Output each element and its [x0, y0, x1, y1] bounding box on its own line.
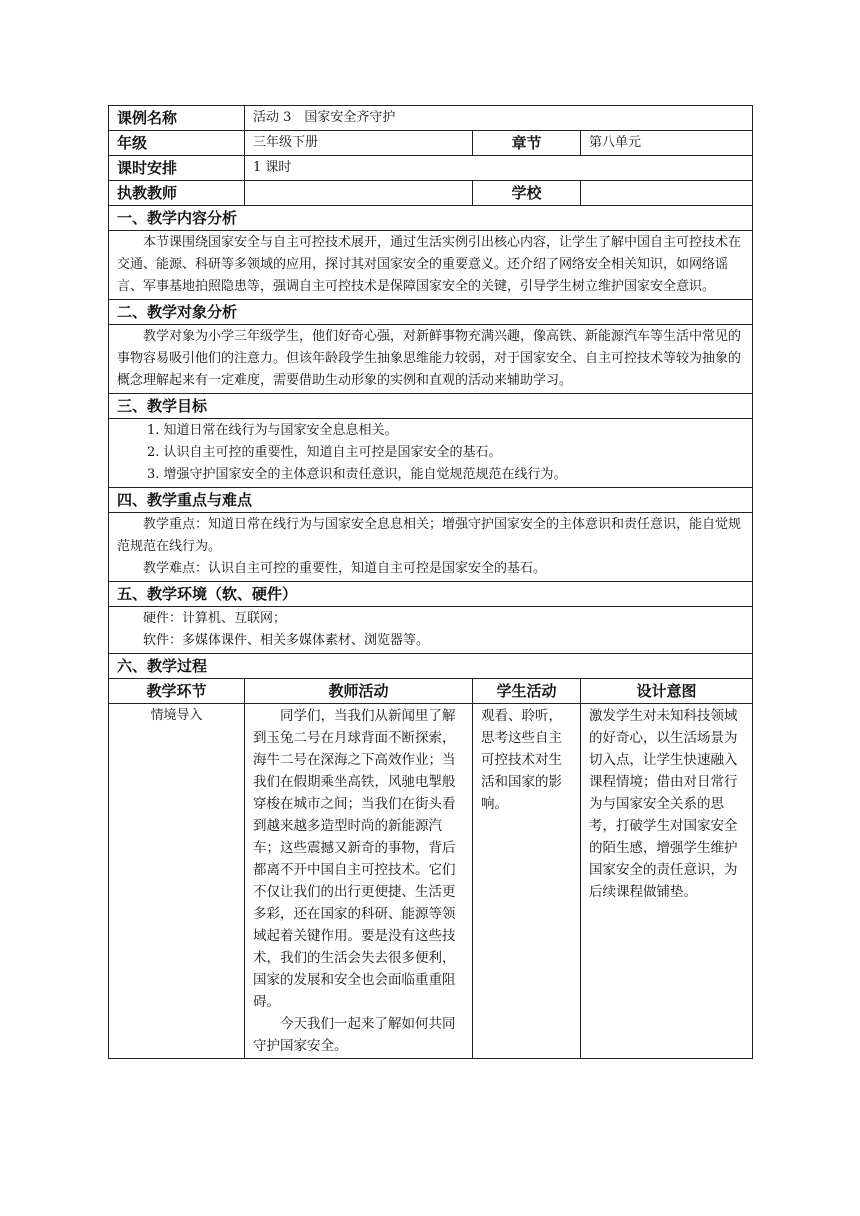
- teacher-activity-paragraph: 今天我们一起来了解如何共同守护国家安全。: [253, 1016, 456, 1054]
- keypoints-body: [109, 513, 753, 582]
- keypoint-difficulty: 教学难点：认识自主可控的重要性，知道自主可控是国家安全的基石。: [143, 561, 547, 576]
- audience-analysis-body: [109, 325, 753, 394]
- school-label: 学校: [473, 181, 581, 206]
- chapter-label: 章节: [473, 131, 581, 156]
- course-name-value: 活动 3 国家安全齐守护: [245, 106, 753, 131]
- content-analysis-text: 本节课围绕国家安全与自主可控技术展开，通过生活实例引出核心内容，让学生了解中国自主可控技术在交通、能源、科研等多领域的应用，探讨其对国家安全的重要意义。还介绍了网络安全相关知识，如网络谣言、军事基地拍照隐患等，强调自主可控技术是保障国家安全的关键，引导学生树立维护国家安全意识。: [117, 235, 742, 294]
- hours-value: 1 课时: [245, 156, 753, 181]
- goals-title: 三、教学目标: [109, 394, 753, 419]
- content-analysis-body: [109, 231, 753, 300]
- environment-software: 软件：多媒体课件、相关多媒体素材、浏览器等。: [143, 633, 430, 648]
- goals-body: [109, 419, 753, 488]
- content-analysis-title: 一、教学内容分析: [109, 206, 753, 231]
- process-row: [109, 704, 753, 1059]
- goal-item: 1. 知道日常在线行为与国家安全息息相关。: [147, 423, 398, 438]
- teacher-value: [245, 181, 473, 206]
- teacher-row: [109, 181, 753, 206]
- goal-item: 2. 认识自主可控的重要性，知道自主可控是国家安全的基石。: [147, 445, 502, 460]
- process-header-step: 教学环节: [109, 679, 245, 704]
- grade-label: 年级: [109, 131, 245, 156]
- process-teacher-activity: [245, 704, 473, 1059]
- process-header-intent: 设计意图: [581, 679, 753, 704]
- process-design-intent: 激发学生对未知科技领域的好奇心，以生活场景为切入点，让学生快速融入课程情境；借由对日常行为与国家安全关系的思考，打破学生对国家安全的陌生感，增强学生维护国家安全的责任意识，为后续课程做铺垫。: [581, 704, 753, 1059]
- teacher-label: 执教教师: [109, 181, 245, 206]
- hours-row: [109, 156, 753, 181]
- hours-label: 课时安排: [109, 156, 245, 181]
- teacher-activity-paragraph: 同学们，当我们从新闻里了解到玉兔二号在月球背面不断探索，海牛二号在深海之下高效作业；当我们在假期乘坐高铁，风驰电掣般穿梭在城市之间；当我们在街头看到越来越多造型时尚的新能源汽车；这些震撼又新奇的事物，背后都离不开中国自主可控技术。它们不仅让我们的出行更便捷、生活更多彩，还在国家的科研、能源等领域起着关键作用。要是没有这些技术，我们的生活会失去很多便利，国家的发展和安全也会面临重重阻碍。: [253, 708, 456, 1010]
- keypoints-title: 四、教学重点与难点: [109, 488, 753, 513]
- course-name-row: [109, 106, 753, 131]
- process-header-student: 学生活动: [473, 679, 581, 704]
- process-header-teacher: 教师活动: [245, 679, 473, 704]
- audience-analysis-title: 二、教学对象分析: [109, 300, 753, 325]
- lesson-plan-table: [108, 105, 753, 1059]
- environment-hardware: 硬件：计算机、互联网；: [143, 611, 287, 626]
- school-value: [581, 181, 753, 206]
- audience-analysis-text: 教学对象为小学三年级学生，他们好奇心强，对新鲜事物充满兴趣，像高铁、新能源汽车等生活中常见的事物容易吸引他们的注意力。但该年龄段学生抽象思维能力较弱，对于国家安全、自主可控技术等较为抽象的概念理解起来有一定难度，需要借助生动形象的实例和直观的活动来辅助学习。: [117, 329, 742, 388]
- process-step: 情境导入: [109, 704, 245, 1059]
- grade-row: [109, 131, 753, 156]
- grade-value: 三年级下册: [245, 131, 473, 156]
- process-title: 六、教学过程: [109, 654, 753, 679]
- keypoint-focus: 教学重点：知道日常在线行为与国家安全息息相关；增强守护国家安全的主体意识和责任意识，能自觉规范规范在线行为。: [117, 517, 742, 554]
- process-student-activity: 观看、聆听，思考这些自主可控技术对生活和国家的影响。: [473, 704, 581, 1059]
- course-name-label: 课例名称: [109, 106, 245, 131]
- environment-title: 五、教学环境（软、硬件）: [109, 582, 753, 607]
- goal-item: 3. 增强守护国家安全的主体意识和责任意识，能自觉规范规范在线行为。: [147, 467, 567, 482]
- environment-body: [109, 607, 753, 654]
- process-header-row: [109, 679, 753, 704]
- chapter-value: 第八单元: [581, 131, 753, 156]
